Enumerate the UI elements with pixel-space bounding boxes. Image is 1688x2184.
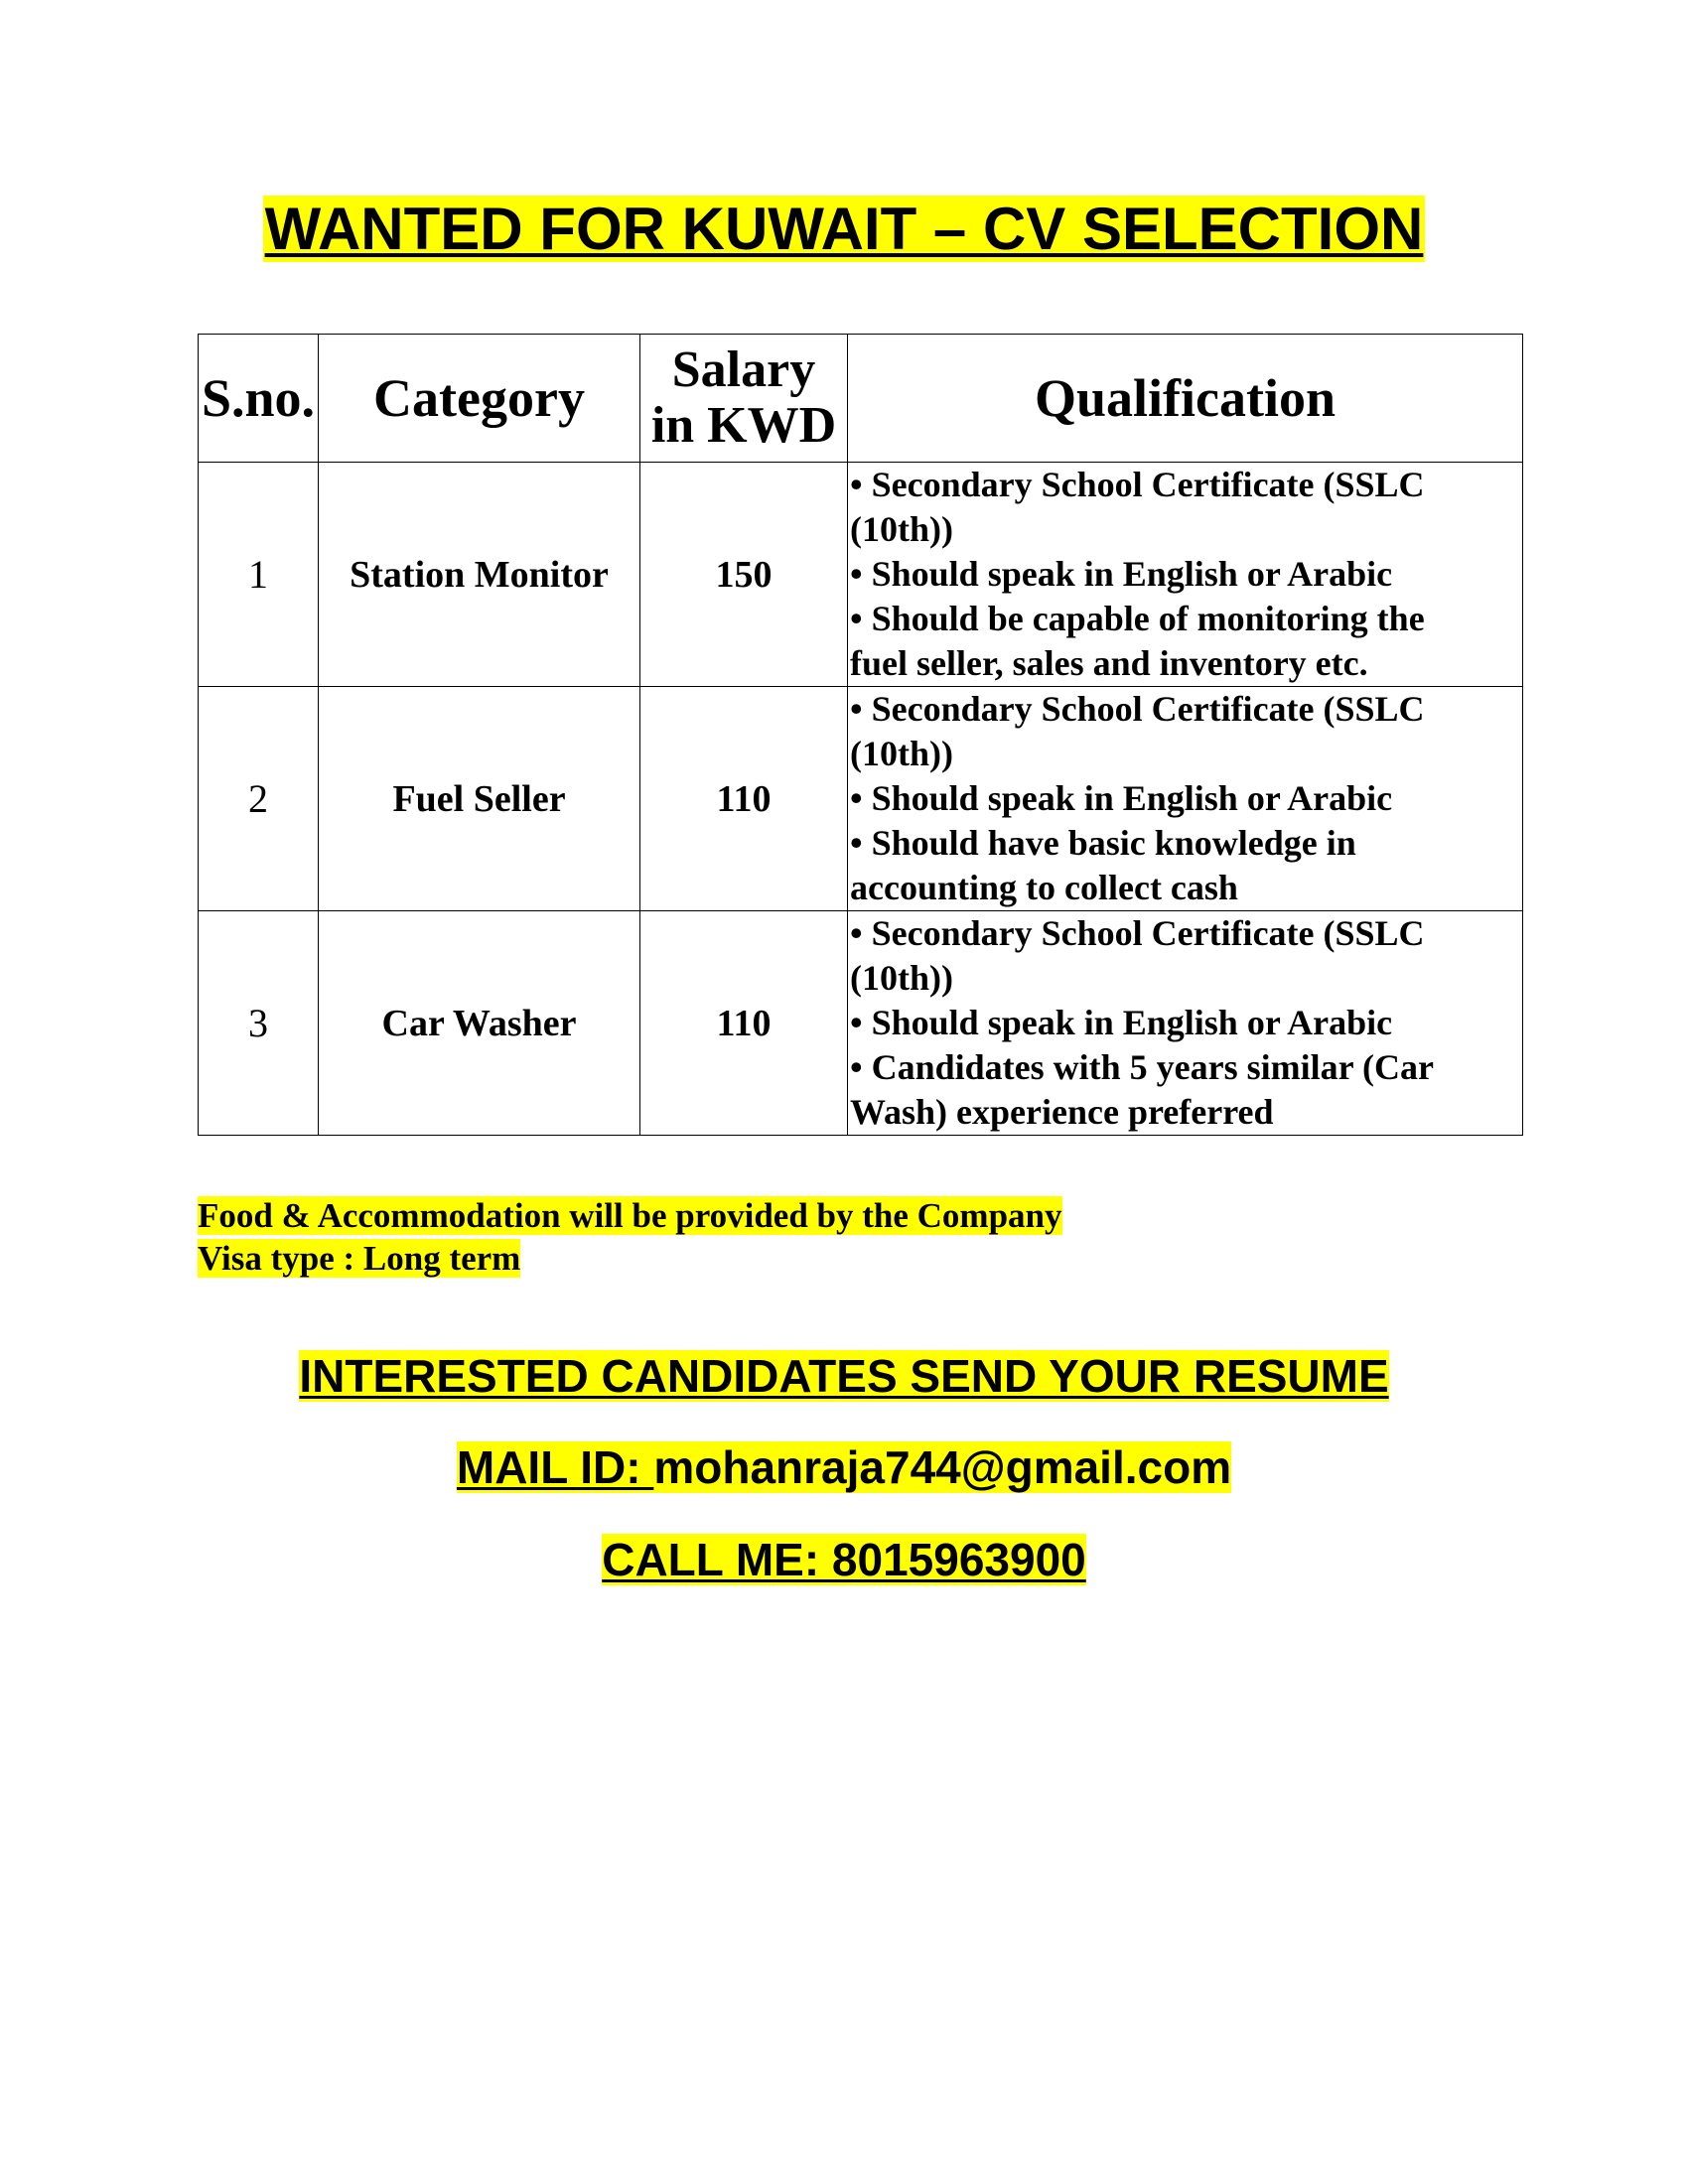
qualification-line: (10th)) (850, 734, 953, 773)
page-title (0, 195, 1688, 264)
header-salary-line2: in KWD (650, 397, 837, 454)
qualification-line: (10th)) (850, 958, 953, 998)
table-header-row (199, 335, 1523, 463)
cell-sno: 2 (199, 687, 319, 911)
header-salary-line1: Salary (671, 341, 816, 398)
cell-category: Car Washer (319, 911, 640, 1136)
qualification-line: • Secondary School Certificate (SSLC (850, 913, 1425, 953)
cell-salary: 110 (640, 911, 848, 1136)
cell-sno: 3 (199, 911, 319, 1136)
cell-category: Fuel Seller (319, 687, 640, 911)
header-qualification: Qualification (848, 335, 1523, 463)
qualification-line: • Should speak in English or Arabic (850, 778, 1393, 818)
mail-label: MAIL ID: (456, 1441, 654, 1493)
cell-qualification (848, 687, 1523, 911)
jobs-table (198, 334, 1523, 1136)
cell-qualification (848, 463, 1523, 687)
visa-type-note: Visa type : Long term (198, 1239, 521, 1278)
table-row (199, 911, 1523, 1136)
cell-salary: 110 (640, 687, 848, 911)
qualification-line: (10th)) (850, 509, 953, 549)
header-sno: S.no. (199, 335, 319, 463)
qualification-line: • Secondary School Certificate (SSLC (850, 689, 1425, 729)
cell-sno: 1 (199, 463, 319, 687)
qualification-line: fuel seller, sales and inventory etc. (850, 643, 1368, 683)
header-category: Category (319, 335, 640, 463)
food-accommodation-note: Food & Accommodation will be provided by the Company (198, 1196, 1062, 1235)
qualification-line: accounting to collect cash (850, 868, 1238, 907)
interested-heading (0, 1346, 1688, 1406)
table-row (199, 463, 1523, 687)
qualification-line: Wash) experience preferred (850, 1092, 1274, 1132)
call-phone-link[interactable]: CALL ME: 8015963900 (602, 1534, 1086, 1585)
qualification-line: • Should speak in English or Arabic (850, 554, 1393, 594)
table-row (199, 687, 1523, 911)
cell-qualification (848, 911, 1523, 1136)
qualification-line: • Secondary School Certificate (SSLC (850, 465, 1425, 504)
page-title-text: WANTED FOR KUWAIT – CV SELECTION (264, 196, 1424, 262)
qualification-line: • Should speak in English or Arabic (850, 1003, 1393, 1042)
qualification-line: • Should have basic knowledge in (850, 823, 1356, 863)
qualification-line: • Candidates with 5 years similar (Car (850, 1047, 1434, 1087)
header-salary (640, 335, 848, 463)
interested-heading-text: INTERESTED CANDIDATES SEND YOUR RESUME (299, 1350, 1389, 1402)
call-line (0, 1530, 1688, 1589)
mail-address-link[interactable]: mohanraja744@gmail.com (653, 1441, 1232, 1493)
cell-category: Station Monitor (319, 463, 640, 687)
benefits-notes (198, 1194, 1062, 1280)
cell-salary: 150 (640, 463, 848, 687)
qualification-line: • Should be capable of monitoring the (850, 599, 1425, 638)
mail-line (0, 1437, 1688, 1497)
